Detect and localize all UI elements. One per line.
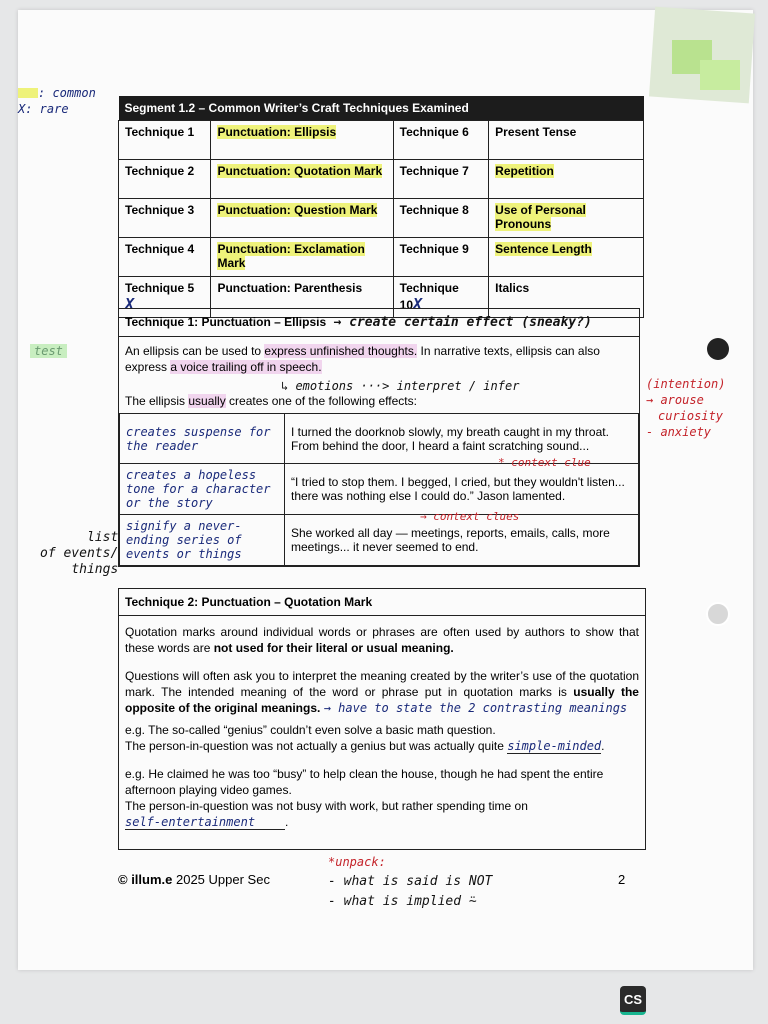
table-row: Technique 1 Punctuation: Ellipsis Technique 6 Present Tense (119, 121, 644, 160)
technique-2-p2: Questions will often ask you to interpret the meaning created by the writer’s use of the quotation mark. The intended meaning of the word or phrase put in quotation marks is usually the opposite of the original meanings. → have to state the 2 contrasting meanings (125, 669, 639, 715)
technique-1-usually: The ellipsis usually creates one of the following effects: (125, 394, 417, 408)
legend-common: : common (38, 86, 96, 100)
page-number: 2 (618, 872, 626, 887)
annotation: ↳ emotions ···> interpret / infer (281, 379, 520, 393)
technique-2-box (118, 588, 646, 850)
effects-table (119, 413, 639, 566)
x-mark: X (413, 295, 423, 313)
legend (18, 86, 96, 116)
right-annotations: (intention) → arouse curiosity - anxiety (646, 377, 726, 439)
table-row: Technique 3 Punctuation: Question Mark Technique 8 Use of Personal Pronouns (119, 199, 644, 238)
camscanner-badge-icon[interactable]: CS (620, 986, 646, 1015)
table-row: Technique 5 X Punctuation: Parenthesis Technique 10X Italics (119, 277, 644, 318)
annotation-context-clues: → context clues (420, 510, 520, 523)
highlight-swatch (18, 88, 38, 98)
brand: © illum.e (118, 872, 173, 887)
fill-in-answer: self-entertainment (125, 815, 285, 830)
annotation-context-clue: * context clue (498, 456, 591, 469)
punch-hole-icon (706, 602, 730, 626)
punch-hole-icon (707, 338, 729, 360)
x-mark: X (125, 295, 135, 313)
sticky-tab (700, 60, 740, 90)
table-row: creates suspense for the reader I turned the doorknob slowly, my breath caught in my throat. From behind the door, I heard a faint scratching sound... (120, 414, 639, 464)
fill-in-answer: simple-minded (507, 739, 602, 753)
left-annotation: list of events/ things (40, 530, 119, 577)
technique-1-title: Technique 1: Punctuation – Ellipsis → create certain effect (sneaky?) (119, 309, 639, 337)
technique-2-p1: Quotation marks around individual words or phrases are often used by authors to show that these words are not used for their literal or usual meaning. (125, 625, 639, 655)
example-2: e.g. He claimed he was too “busy” to help clean the house, though he had spent the entire afternoon playing video games. The person-in-question was not busy with work, but rather spending time on self-entertainment . (125, 767, 604, 829)
table-row: Technique 2 Punctuation: Quotation Mark Technique 7 Repetition (119, 160, 644, 199)
technique-1-intro: An ellipsis can be used to express unfinished thoughts. In narrative texts, ellipsis can also express a voice trailing off in speech. (125, 344, 600, 374)
technique-1-box (118, 308, 640, 567)
unpack-notes: *unpack: - what is said is NOT - what is implied ⍨ (328, 855, 493, 909)
side-note-test: test (30, 344, 67, 358)
footer-sub: 2025 Upper Sec (172, 872, 270, 887)
technique-2-title: Technique 2: Punctuation – Quotation Mark (119, 589, 645, 616)
table-row: Technique 4 Punctuation: Exclamation Mark Technique 9 Sentence Length (119, 238, 644, 277)
annotation: → have to state the 2 contrasting meanings (323, 701, 628, 715)
table-row: creates a hopeless tone for a character or the story “I tried to stop them. I begged, I cried, but they wouldn't listen... there was nothing else I could do.” Jason lamented. (120, 464, 639, 515)
segment-table (118, 96, 644, 318)
example-1: e.g. The so-called “genius” couldn’t even solve a basic math question. The person-in-question was not actually a genius but was actually quite simple-minded. (125, 723, 605, 753)
annotation: → create certain effect (sneaky?) (333, 315, 592, 330)
table-row: signify a never-ending series of events or things She worked all day — meetings, reports, emails, calls, more meetings... it never seemed to end. (120, 515, 639, 566)
segment-title: Segment 1.2 – Common Writer’s Craft Techniques Examined (119, 96, 644, 121)
legend-rare: X: rare (18, 102, 69, 116)
